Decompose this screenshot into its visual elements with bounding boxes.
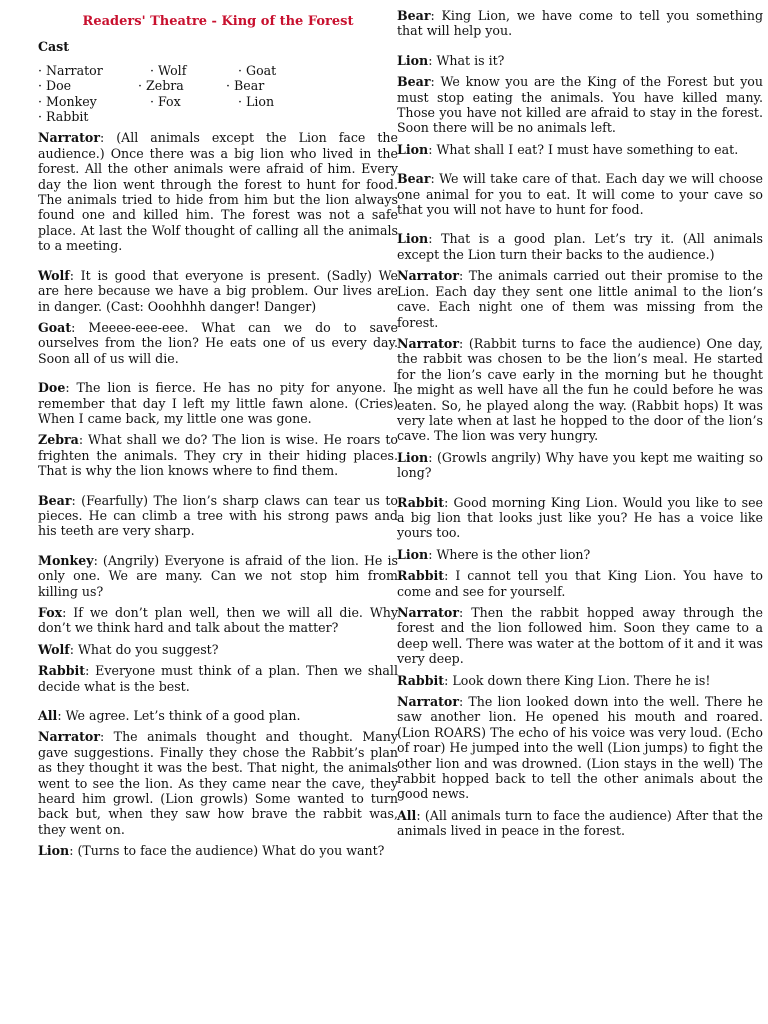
- line-text: : Meeee-eee-eee. What can we do to save ourselves from the lion? He eats one of us every day. Soon all of us will die.: [38, 319, 398, 366]
- line-text: : Where is the other lion?: [428, 546, 591, 562]
- dialogue-line: [38, 432, 398, 478]
- dialogue-line: [38, 130, 398, 253]
- right-column: [397, 8, 763, 845]
- speaker-name: Narrator: [397, 335, 459, 351]
- speaker-name: Rabbit: [397, 568, 445, 584]
- dialogue-line: [397, 568, 763, 599]
- cast-list: [38, 63, 398, 125]
- line-text: : It is good that everyone is present. (Sadly) We are here because we have a big problem. Our lives are in danger. (Cast: Ooohhhh danger! Danger): [38, 267, 398, 314]
- dialogue-line: [397, 53, 763, 68]
- cast-item: [138, 109, 226, 124]
- line-text: : The animals carried out their promise to the Lion. Each day they sent one little animal to the lion’s cave. Each night one of them was missing from the forest.: [397, 268, 763, 330]
- speaker-name: Lion: [38, 843, 70, 859]
- left-dialogue: [38, 130, 398, 858]
- cast-item: · Monkey: [38, 93, 97, 109]
- dialogue-line: [397, 8, 763, 39]
- speaker-name: Lion: [397, 141, 429, 157]
- dialogue-line: [38, 380, 398, 426]
- cast-item: · Lion: [238, 93, 275, 109]
- line-text: : The lion is fierce. He has no pity for anyone. I remember that day I left my little fawn alone. (Cries) When I came back, my little one was gone.: [38, 380, 398, 426]
- dialogue-line: [397, 268, 763, 330]
- cast-item: · Goat: [238, 62, 277, 78]
- speaker-name: All: [397, 807, 417, 823]
- dialogue-line: [38, 268, 398, 314]
- line-text: : That is a good plan. Let’s try it. (All animals except the Lion turn their backs to the audience.): [397, 231, 763, 262]
- left-column: [38, 8, 398, 865]
- speaker-name: Lion: [397, 52, 429, 68]
- page-title: Readers' Theatre - King of the Forest: [82, 14, 354, 29]
- line-text: : (All animals turn to face the audience) After that the animals lived in peace in the forest.: [397, 807, 763, 839]
- cast-item: [226, 109, 316, 124]
- line-text: : We know you are the King of the Forest but you must stop eating the animals. You have killed many. Those you have not killed are afraid to stay in the forest. Soon there will be no animals left.: [397, 74, 763, 136]
- dialogue-line: [38, 843, 398, 858]
- speaker-name: All: [38, 708, 58, 724]
- cast-item: · Narrator: [38, 62, 103, 78]
- line-text: : What do you suggest?: [69, 641, 219, 657]
- cast-item: · Wolf: [150, 62, 187, 78]
- line-text: : (Rabbit turns to face the audience) One day, the rabbit was chosen to be the lion’s meal. He started for the lion’s cave early in the morning but he thought he might as well have all the fun he could before he was eaten. So, he played along the way. (Rabbit hops) It was very late when at last he hopped to the door of the lion’s cave. The lion was very hungry.: [397, 335, 763, 444]
- line-text: : What is it?: [428, 52, 505, 68]
- dialogue-line: [38, 708, 398, 723]
- speaker-name: Monkey: [38, 552, 94, 568]
- cast-item: · Rabbit: [38, 109, 89, 125]
- speaker-name: Doe: [38, 380, 66, 396]
- dialogue-line: [397, 694, 763, 802]
- speaker-name: Rabbit: [397, 494, 445, 510]
- cast-item: · Doe: [38, 78, 72, 94]
- speaker-name: Bear: [397, 74, 431, 90]
- line-text: : Everyone must think of a plan. Then we shall decide what is the best.: [38, 663, 398, 694]
- line-text: : (Turns to face the audience) What do you want?: [69, 843, 385, 859]
- line-text: : The animals thought and thought. Many gave suggestions. Finally they chose the Rabbit’s plan as they thought it was the best. That night, the animals went to see the lion. As they came near the cave, they heard him growl. (Lion growls) Some wanted to turn back but, when they saw how brave the rabbit was, they went on.: [38, 729, 398, 837]
- dialogue-line: [397, 74, 763, 136]
- dialogue-line: [397, 673, 763, 688]
- speaker-name: Lion: [397, 546, 429, 562]
- line-text: : Good morning King Lion. Would you like to see a big lion that looks just like you? He has a voice like yours too.: [397, 494, 763, 541]
- line-text: : What shall we do? The lion is wise. He roars to frighten the animals. They cry in their hiding places. That is why the lion knows where to find them.: [38, 432, 398, 479]
- line-text: : Look down there King Lion. There he is!: [444, 672, 711, 688]
- speaker-name: Narrator: [38, 729, 100, 745]
- speaker-name: Bear: [397, 171, 431, 187]
- line-text: : The lion looked down into the well. There he saw another lion. He opened his mouth and roared. (Lion ROARS) The echo of his voice was very loud. (Echo of roar) He jumped into the well (Lion jumps) to fight the other lion and was drowned. (Lion stays in the well) The rabbit hopped back to tell the other animals about the good news.: [397, 694, 763, 802]
- dialogue-line: [397, 450, 763, 481]
- dialogue-line: [397, 547, 763, 562]
- speaker-name: Fox: [38, 605, 63, 620]
- line-text: : I cannot tell you that King Lion. You have to come and see for yourself.: [397, 568, 763, 599]
- speaker-name: Lion: [397, 231, 429, 247]
- dialogue-line: [397, 142, 763, 157]
- speaker-name: Rabbit: [38, 663, 86, 679]
- right-dialogue: [397, 8, 763, 839]
- line-text: : (Angrily) Everyone is afraid of the lion. He is only one. We are many. Can we not stop him from killing us?: [38, 552, 398, 599]
- line-text: : If we don’t plan well, then we will all die. Why don’t we think hard and talk about the matter?: [38, 605, 398, 636]
- dialogue-line: [38, 493, 398, 539]
- line-text: : (Growls angrily) Why have you kept me waiting so long?: [397, 449, 763, 481]
- speaker-name: Bear: [397, 8, 431, 23]
- cast-item: · Zebra: [138, 78, 184, 94]
- speaker-name: Rabbit: [397, 672, 445, 688]
- dialogue-line: [38, 642, 398, 657]
- dialogue-line: [397, 336, 763, 444]
- line-text: : (Fearfully) The lion’s sharp claws can tear us to pieces. He can climb a tree with his strong paws and his teeth are very sharp.: [38, 492, 398, 539]
- cast-heading: Cast: [38, 39, 70, 55]
- dialogue-line: [38, 605, 398, 636]
- dialogue-line: [397, 231, 763, 262]
- line-text: : We agree. Let’s think of a good plan.: [57, 708, 301, 724]
- speaker-name: Narrator: [397, 605, 459, 620]
- line-text: : What shall I eat? I must have something to eat.: [428, 141, 739, 157]
- dialogue-line: [397, 808, 763, 839]
- dialogue-line: [38, 729, 398, 837]
- dialogue-line: [397, 495, 763, 541]
- dialogue-line: [397, 605, 763, 667]
- line-text: : Then the rabbit hopped away through the forest and the lion followed him. Soon they came to a deep well. There was water at the bottom of it and it was very deep.: [397, 605, 763, 667]
- speaker-name: Wolf: [38, 641, 70, 657]
- speaker-name: Goat: [38, 319, 72, 335]
- line-text: : We will take care of that. Each day we will choose one animal for you to eat. It will come to your cave so that you will not have to hunt for food.: [397, 171, 763, 218]
- speaker-name: Zebra: [38, 432, 79, 448]
- speaker-name: Lion: [397, 449, 429, 465]
- speaker-name: Bear: [38, 492, 72, 508]
- dialogue-line: [397, 171, 763, 217]
- line-text: : King Lion, we have come to tell you something that will help you.: [397, 8, 763, 39]
- speaker-name: Wolf: [38, 267, 70, 283]
- line-text: : (All animals except the Lion face the audience.) Once there was a big lion who lived in the forest. All the other animals were afraid of him. Every day the lion went through the forest to hunt for food. The animals tried to hide from him but the lion always found one and killed him. The forest was not a safe place. At last the Wolf thought of calling all the animals to a meeting.: [38, 130, 398, 254]
- cast-item: · Bear: [226, 78, 265, 94]
- dialogue-line: [38, 320, 398, 366]
- speaker-name: Narrator: [397, 268, 459, 284]
- cast-item: · Fox: [150, 93, 181, 109]
- dialogue-line: [38, 663, 398, 694]
- speaker-name: Narrator: [38, 130, 100, 146]
- dialogue-line: [38, 553, 398, 599]
- speaker-name: Narrator: [397, 694, 459, 710]
